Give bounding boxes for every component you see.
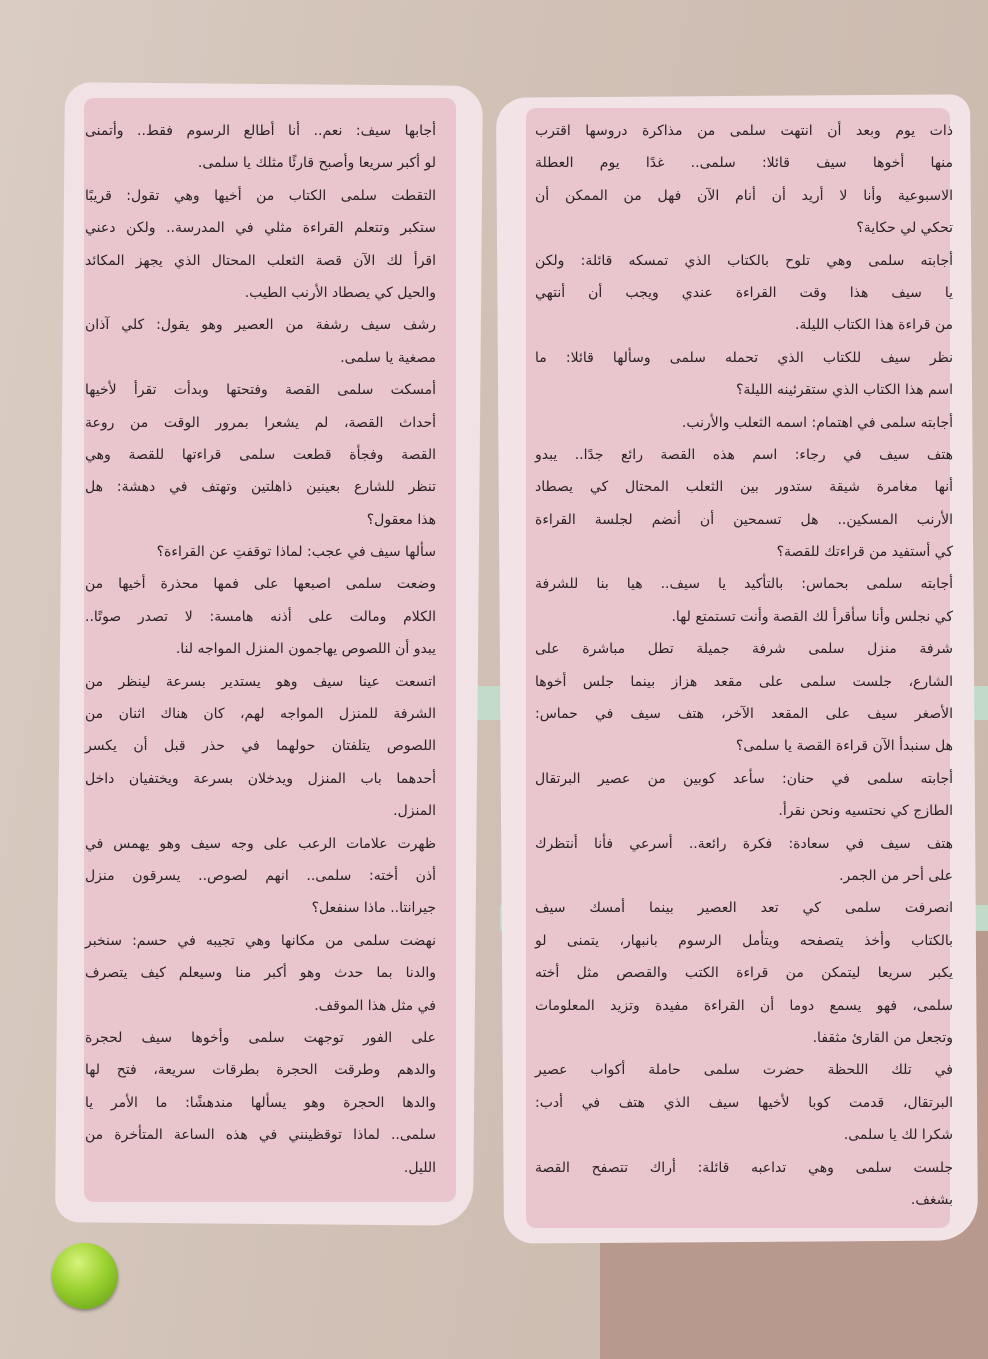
text-line: تحكي لي حكاية؟ bbox=[856, 220, 953, 237]
text-line: رشف سيف رشفة من العصير وهو يقول: كلي آذان bbox=[85, 317, 436, 334]
text-line: أمسكت سلمى القصة وفتحتها وبدأت تقرأ لأخيها bbox=[85, 382, 436, 399]
text-line: شكرا لك يا سلمى. bbox=[843, 1127, 953, 1144]
text-line: أحداث القصة، لم يشعرا بمرور الوقت من روعة bbox=[85, 414, 436, 431]
text-line: على الفور توجهت سلمى وأخوها سيف لحجرة bbox=[85, 1029, 436, 1046]
text-line: البرتقال، قدمت كوبا لأخيها سيف الذي هتف في أدب: bbox=[535, 1094, 953, 1111]
text-line: في مثل هذا الموقف. bbox=[314, 997, 436, 1014]
text-line: الكلام ومالت على أذنه هامسة: لا تصدر صوتًا.. bbox=[85, 608, 436, 625]
text-line: سلمى، فهو يسمع دوما أن القراءة مفيدة وتزيد المعلومات bbox=[535, 997, 953, 1014]
text-line: نهضت سلمى من مكانها وهي تجيبه في حسم: سنخبر bbox=[85, 932, 436, 949]
text-line: والدها الحجرة وهو يسألها مندهشًا: ما الأمر يا bbox=[85, 1094, 436, 1111]
text-line: يكبر سريعا ليتمكن من قراءة الكتب والقصص مثل أخته bbox=[535, 965, 953, 982]
story-paragraph bbox=[535, 828, 953, 893]
text-line: الأصغر سيف على المقعد الآخر، هتف سيف في حماس: bbox=[535, 706, 953, 723]
text-line: تنظر للشارع بعينين ذاهلتين وتهتف في دهشة: هل bbox=[85, 479, 436, 496]
text-line: أذن أخته: سلمى.. انهم لصوص.. يسرقون منزل bbox=[85, 867, 436, 884]
text-line: يا سيف هذا وقت القراءة عندي ويجب أن أنتهي bbox=[535, 284, 953, 301]
text-line: لو أكبر سريعا وأصبح قارئًا مثلك يا سلمى. bbox=[197, 155, 436, 172]
story-paragraph bbox=[535, 115, 953, 245]
story-paragraph bbox=[535, 1054, 953, 1151]
text-line: كي نجلس وأنا سأقرأ لك القصة وأنت تستمتع لها. bbox=[671, 608, 953, 625]
text-line: جلست سلمى وهي تداعبه قائلة: أراك تتصفح القصة bbox=[535, 1159, 953, 1176]
text-line: المنزل. bbox=[393, 803, 436, 820]
text-line: الأرنب المسكين.. هل تسمحين أن أنضم لجلسة القراءة bbox=[535, 511, 953, 528]
text-line: شرفة منزل سلمى شرفة جميلة تطل مباشرة على bbox=[535, 641, 953, 658]
story-paragraph bbox=[535, 892, 953, 1054]
story-paragraph bbox=[535, 568, 953, 633]
text-line: اسم هذا الكتاب الذي ستقرئينه الليلة؟ bbox=[735, 382, 953, 399]
text-line: اتسعت عينا سيف وهو يستدير بسرعة لينظر من bbox=[85, 673, 436, 690]
text-line: أجابها سيف: نعم.. أنا أطالع الرسوم فقط.. وأتمنى bbox=[85, 123, 436, 139]
story-paragraph bbox=[85, 1022, 436, 1184]
text-line: الليل. bbox=[403, 1159, 436, 1176]
text-line: أجابته سلمى في اهتمام: اسمه الثعلب والأرنب. bbox=[681, 414, 953, 431]
text-line: أجابته سلمى بحماس: بالتأكيد يا سيف.. هيا بنا للشرفة bbox=[535, 576, 953, 593]
story-paragraph bbox=[85, 925, 436, 1022]
text-line: بالكتاب وأخذ يتصفحه ويتأمل الرسوم بانبهار، يتمنى لو bbox=[535, 932, 953, 949]
text-line: من قراءة هذا الكتاب الليلة. bbox=[795, 317, 953, 334]
story-paragraph bbox=[535, 763, 953, 828]
story-paragraph bbox=[85, 180, 436, 310]
text-line: كي أستفيد من قراءتك للقصة؟ bbox=[776, 544, 953, 561]
story-paragraph bbox=[85, 309, 436, 374]
text-line: ذات يوم وبعد أن انتهت سلمى من مذاكرة دروسها اقترب bbox=[535, 123, 953, 139]
text-line: الاسبوعية وأنا لا أريد أن أنام الآن فهل من الممكن أن bbox=[535, 187, 953, 204]
text-line: ستكبر وتتعلم القراءة مثلي في المدرسة.. ولكن دعني bbox=[85, 220, 436, 237]
text-line: على أحر من الجمر. bbox=[839, 867, 953, 884]
text-line: هل سنبدأ الآن قراءة القصة يا سلمى؟ bbox=[735, 738, 953, 755]
text-line: اقرأ لك الآن قصة الثعلب المحتال الذي يجهز المكائد bbox=[85, 252, 436, 269]
text-line: انصرفت سلمى كي تعد العصير بينما أمسك سيف bbox=[535, 900, 953, 917]
text-line: والحيل كي يصطاد الأرنب الطيب. bbox=[244, 284, 436, 301]
text-line: الشارع، جلست سلمى على مقعد هزاز بينما جلس أخوها bbox=[535, 673, 953, 690]
text-line: ظهرت علامات الرعب على وجه سيف وهو يهمس في bbox=[85, 835, 436, 852]
green-page-marker-icon bbox=[52, 1243, 118, 1309]
story-paragraph bbox=[535, 439, 953, 569]
text-line: الشرفة للمنزل المواجه لهم، كان هناك اثنان من bbox=[85, 706, 436, 723]
text-line: جيرانتا.. ماذا سنفعل؟ bbox=[311, 900, 436, 917]
text-line: يبدو أن اللصوص يهاجمون المنزل المواجه لنا. bbox=[175, 641, 436, 658]
text-line: سلمى.. لماذا توقظينني في هذه الساعة المتأخرة من bbox=[85, 1127, 436, 1144]
text-line: اللصوص يتلفتان حولهما في حذر قبل أن يكسر bbox=[85, 738, 436, 755]
story-paragraph bbox=[85, 568, 436, 665]
text-line: هتف سيف في سعادة: فكرة رائعة.. أسرعي فأنا أنتظرك bbox=[535, 835, 953, 852]
text-line: التقطت سلمى الكتاب من أخيها وهي تقول: قريبًا bbox=[85, 187, 436, 204]
text-line: الطازج كي نحتسيه ونحن نقرأ. bbox=[778, 803, 953, 820]
text-line: أجابته سلمى وهي تلوح بالكتاب الذي تمسكه قائلة: ولكن bbox=[535, 252, 953, 269]
story-paragraph bbox=[85, 536, 436, 568]
story-paragraph bbox=[535, 407, 953, 439]
text-line: القصة وفجأة قطعت سلمى قراءتها للقصة وهي bbox=[85, 446, 436, 463]
text-line: والدهم وطرقت الحجرة بطرقات سريعة، فتح لها bbox=[85, 1062, 436, 1079]
story-paragraph bbox=[85, 115, 436, 180]
story-paragraph bbox=[535, 342, 953, 407]
story-paragraph bbox=[85, 828, 436, 925]
left-text-column bbox=[85, 115, 436, 1184]
text-line: هذا معقول؟ bbox=[366, 511, 436, 528]
text-line: والدنا بما حدث وهو أكبر منا وسيعلم كيف يتصرف bbox=[85, 965, 436, 982]
text-line: وتجعل من القارئ مثقفا. bbox=[812, 1029, 953, 1046]
text-line: وضعت سلمى اصبعها على فمها محذرة أخيها من bbox=[85, 576, 436, 593]
text-line: أحدهما باب المنزل ويدخلان بسرعة ويختفيان داخل bbox=[85, 770, 436, 787]
story-paragraph bbox=[85, 374, 436, 536]
text-line: أنها مغامرة شيقة ستدور بين الثعلب المحتال كي يصطاد bbox=[535, 479, 953, 496]
right-text-column bbox=[535, 115, 953, 1216]
text-line: سألها سيف في عجب: لماذا توقفتِ عن القراءة؟ bbox=[156, 544, 436, 561]
story-paragraph bbox=[535, 1152, 953, 1217]
text-line: أجابته سلمى في حنان: سأعد كوبين من عصير البرتقال bbox=[535, 770, 953, 787]
story-paragraph bbox=[85, 666, 436, 828]
story-paragraph bbox=[535, 245, 953, 342]
text-line: نظر سيف للكتاب الذي تحمله سلمى وسألها قائلا: ما bbox=[535, 349, 953, 366]
text-line: منها أخوها سيف قائلا: سلمى.. غدًا يوم العطلة bbox=[535, 155, 953, 172]
story-paragraph bbox=[535, 633, 953, 763]
text-line: مصغية يا سلمى. bbox=[340, 349, 436, 366]
text-line: بشغف. bbox=[910, 1191, 953, 1208]
text-line: هتف سيف في رجاء: اسم هذه القصة رائع جدًا.. يبدو bbox=[535, 446, 953, 463]
text-line: في تلك اللحظة حضرت سلمى حاملة أكواب عصير bbox=[535, 1062, 953, 1079]
